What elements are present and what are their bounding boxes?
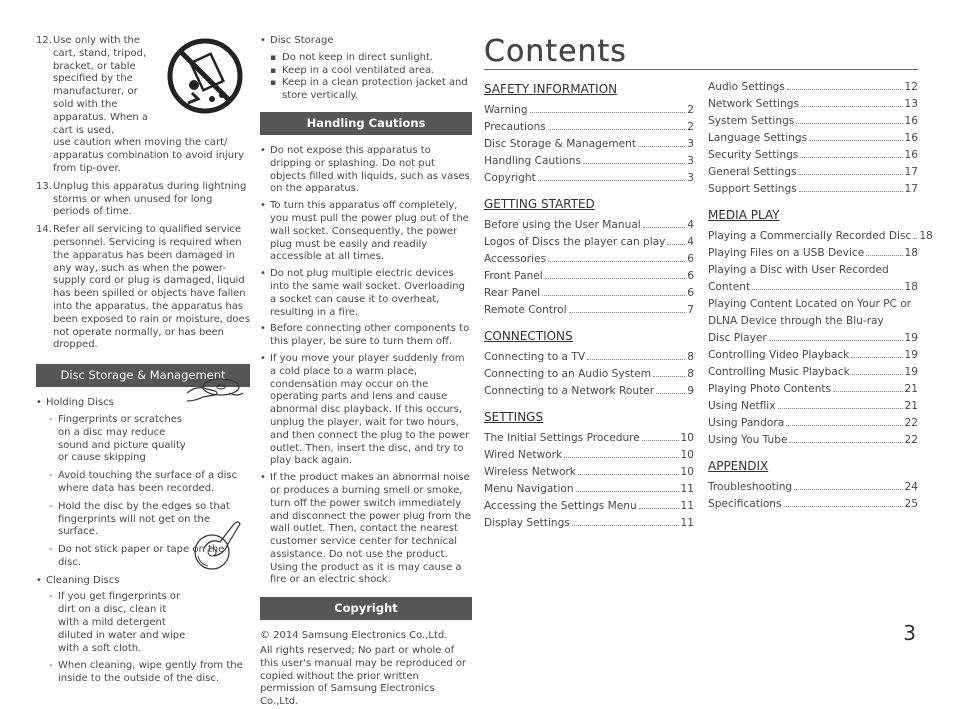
toc-entry-label: Playing a Commercially Recorded Disc (708, 230, 912, 242)
contents-title: Contents (484, 35, 918, 70)
toc-entry[interactable] (484, 251, 694, 268)
toc-leader-dots (866, 255, 902, 256)
toc-entry[interactable] (484, 430, 694, 447)
toc-entry-label: Wired Network (484, 449, 563, 461)
toc-entry-page: 22 (904, 417, 918, 429)
toc-entry[interactable] (484, 170, 694, 187)
toc-entry[interactable] (708, 279, 918, 296)
toc-entry-page: 21 (904, 400, 918, 412)
contents-column-left (484, 35, 694, 532)
toc-entry-label: Remote Control (484, 304, 567, 316)
toc-entry-label: Connecting to a Network Router (484, 385, 655, 397)
toc-entry-label: Logos of Discs the player can play (484, 236, 666, 248)
item-13 (36, 181, 250, 219)
toc-entry[interactable] (708, 113, 918, 130)
toc-entry[interactable] (708, 479, 918, 496)
holding-item: - Hold the disc by the edges so that fingerprints will not get on the surface. (36, 501, 250, 539)
toc-entry-label: Handling Cautions (484, 155, 582, 167)
toc-entry-label: Playing Files on a USB Device (708, 247, 865, 259)
toc-heading-appendix[interactable]: APPENDIX (708, 459, 769, 473)
toc-entry[interactable] (484, 366, 694, 383)
toc-entry[interactable] (708, 181, 918, 198)
storage-item: ▪ Keep in a clean protection jacket and store vertically. (260, 77, 472, 103)
toc-entry[interactable] (708, 164, 918, 181)
toc-leader-dots (852, 374, 903, 375)
toc-started-list (484, 217, 694, 319)
toc-entry-page: 18 (904, 247, 918, 259)
toc-entry[interactable] (484, 383, 694, 400)
disc-storage-bar: Disc Storage & Management (36, 364, 250, 387)
toc-entry-label: Controlling Video Playback (708, 349, 850, 361)
toc-entry-label: Display Settings (484, 517, 570, 529)
toc-entry-page: 8 (687, 351, 694, 363)
toc-leader-dots (800, 157, 902, 158)
handling-cautions-bar: Handling Cautions (260, 112, 472, 135)
toc-leader-dots (667, 244, 685, 245)
toc-leader-dots (576, 491, 679, 492)
toc-leader-dots (587, 359, 685, 360)
toc-entry-page: 19 (904, 366, 918, 378)
toc-entry[interactable] (484, 447, 694, 464)
toc-entry-page: 17 (904, 183, 918, 195)
page-number: 3 (903, 621, 916, 645)
toc-entry-label: Warning (484, 104, 528, 116)
toc-safety-list (484, 102, 694, 187)
cleaning-item: - When cleaning, wipe gently from the inside to the outside of the disc. (36, 660, 250, 686)
toc-leader-dots (578, 474, 679, 475)
toc-entry[interactable] (708, 130, 918, 147)
toc-entry[interactable] (708, 432, 918, 449)
toc-leader-dots (833, 391, 902, 392)
toc-leader-dots (542, 295, 685, 296)
toc-entry[interactable] (484, 481, 694, 498)
toc-entry-label: Using You Tube (708, 434, 788, 446)
toc-entry-label: Rear Panel (484, 287, 541, 299)
toc-leader-dots (913, 238, 917, 239)
toc-media-list (708, 228, 933, 449)
toc-entry[interactable] (708, 245, 918, 262)
toc-leader-dots (572, 525, 679, 526)
copyright-text: All rights reserved; No part or whole of this user's manual may be reproduced or copied without the prior written permission of Samsung Electronics Co.,Ltd. (260, 645, 467, 708)
toc-leader-dots (548, 129, 686, 130)
toc-entry-page: 16 (904, 149, 918, 161)
toc-leader-dots (784, 506, 903, 507)
toc-entry[interactable] (708, 96, 918, 113)
toc-leader-dots (799, 174, 903, 175)
toc-entry[interactable] (708, 79, 918, 96)
toc-entry-label: Wireless Network (484, 466, 576, 478)
toc-leader-dots (794, 489, 902, 490)
toc-entry[interactable] (708, 496, 918, 513)
toc-settings-list (484, 430, 694, 532)
toc-leader-dots (653, 376, 685, 377)
toc-entry[interactable] (484, 119, 694, 136)
toc-leader-dots (642, 440, 679, 441)
toc-entry-label: Audio Settings (708, 81, 785, 93)
handling-item: • Do not expose this apparatus to dripping or splashing. Do not put objects filled with liquids, such as vases on the apparatus. (260, 145, 472, 196)
toc-leader-dots (538, 180, 685, 181)
toc-entry-page: 10 (680, 432, 694, 444)
toc-entry-page: 19 (904, 349, 918, 361)
toc-entry-label: General Settings (708, 166, 797, 178)
toc-heading-connections[interactable]: CONNECTIONS (484, 329, 573, 343)
toc-entry-label[interactable]: Playing Content Located on Your PC or (708, 298, 912, 310)
toc-leader-dots (643, 227, 686, 228)
toc-entry-label: Copyright (484, 172, 536, 184)
toc-entry-label: Security Settings (708, 149, 799, 161)
toc-entry[interactable] (708, 347, 918, 364)
toc-entry-page: 22 (904, 434, 918, 446)
toc-entry-label: Front Panel (484, 270, 543, 282)
toc-entry[interactable] (708, 228, 933, 245)
toc-entry-page: 2 (687, 104, 694, 116)
toc-entry-label: System Settings (708, 115, 795, 127)
toc-entry[interactable] (484, 285, 694, 302)
toc-entry-label: Disc Player (708, 332, 767, 344)
toc-leader-dots (639, 508, 679, 509)
holding-item: - Fingerprints or scratches on a disc may reduce sound and picture quality or cause skipping (36, 414, 186, 465)
toc-entry-page: 25 (904, 498, 918, 510)
toc-entry-label: Content (708, 281, 751, 293)
toc-entry-page: 4 (687, 236, 694, 248)
safety-column (36, 35, 250, 691)
toc-entry-label: Troubleshooting (708, 481, 793, 493)
toc-entry[interactable] (484, 153, 694, 170)
toc-leader-dots (583, 163, 685, 164)
toc-entry-page: 9 (687, 385, 694, 397)
toc-entry-page: 6 (687, 270, 694, 282)
toc-entry-page: 21 (904, 383, 918, 395)
toc-entry-page: 24 (904, 481, 918, 493)
toc-leader-dots (569, 312, 686, 313)
toc-entry-page: 3 (687, 172, 694, 184)
toc-entry-page: 3 (687, 138, 694, 150)
copyright-bar: Copyright (260, 597, 472, 620)
toc-entry-label: Using Pandora (708, 417, 785, 429)
toc-entry-page: 11 (680, 517, 694, 529)
toc-entry[interactable] (708, 381, 918, 398)
toc-leader-dots (638, 146, 685, 147)
toc-entry[interactable] (484, 217, 694, 234)
item-number: 13. (36, 180, 52, 192)
toc-entry-page: 18 (919, 230, 933, 242)
toc-entry[interactable] (484, 136, 694, 153)
toc-entry[interactable] (708, 398, 918, 415)
toc-heading-getting-started[interactable]: GETTING STARTED (484, 197, 595, 211)
toc-entry-page: 11 (680, 500, 694, 512)
item-text-cont: use caution when moving the cart/ apparatus combination to avoid injury from tip-over. (53, 137, 245, 174)
toc-entry[interactable] (484, 102, 694, 119)
toc-entry[interactable] (484, 234, 694, 251)
toc-entry[interactable] (484, 498, 694, 515)
copyright-line: © 2014 Samsung Electronics Co.,Ltd. (260, 630, 448, 642)
toc-entry[interactable] (708, 147, 918, 164)
toc-leader-dots (530, 112, 686, 113)
holding-item: - Do not stick paper or tape on the disc. (36, 544, 250, 570)
toc-entry-label: Network Settings (708, 98, 800, 110)
toc-entry-page: 12 (904, 81, 918, 93)
toc-entry-page: 18 (904, 281, 918, 293)
toc-entry-page: 6 (687, 287, 694, 299)
toc-entry-label: The Initial Settings Procedure (484, 432, 640, 444)
toc-appendix-list (708, 479, 918, 513)
cautions-column (260, 35, 472, 709)
toc-entry[interactable] (484, 268, 694, 285)
wiping-disc-icon (190, 516, 242, 574)
toc-heading-media-play[interactable]: MEDIA PLAY (708, 208, 780, 222)
handling-item: • To turn this apparatus off completely, you must pull the power plug out of the wall socket. Consequently, the power plug must be easily and readily accessible at all times. (260, 200, 472, 264)
toc-entry-label: Support Settings (708, 183, 797, 195)
handling-item: • Before connecting other components to this player, be sure to turn them off. (260, 323, 472, 349)
toc-entry-label: Connecting to an Audio System (484, 368, 652, 380)
toc-entry-page: 19 (904, 332, 918, 344)
item-number: 14. (36, 224, 52, 236)
toc-entry-label: Language Settings (708, 132, 808, 144)
toc-entry-page: 8 (687, 368, 694, 380)
storage-item: ▪ Keep in a cool ventilated area. (260, 65, 472, 78)
toc-leader-dots (656, 393, 685, 394)
toc-entry-label: Using Netflix (708, 400, 776, 412)
toc-entry-label: Before using the User Manual (484, 219, 641, 231)
toc-entry-page: 17 (904, 166, 918, 178)
toc-entry-page: 16 (904, 132, 918, 144)
toc-leader-dots (787, 89, 903, 90)
toc-entry-page: 6 (687, 253, 694, 265)
hand-holding-disc-icon (185, 371, 245, 407)
toc-connections-list (484, 349, 694, 400)
toc-entry[interactable] (708, 364, 918, 381)
toc-leader-dots (769, 340, 903, 341)
toc-heading-safety[interactable]: SAFETY INFORMATION (484, 82, 618, 96)
disc-storage: • Disc Storage (260, 35, 472, 48)
item-text: Use only with the cart, stand, tripod, bracket, or table specified by the manufacturer, or sold with the apparatus. When a cart is used, (53, 35, 149, 136)
holding-discs: • Holding Discs (36, 397, 250, 410)
toc-leader-dots (545, 278, 686, 279)
toc-entry-label: Menu Navigation (484, 483, 574, 495)
toc-leader-dots (809, 140, 902, 141)
handling-item: • Do not plug multiple electric devices into the same wall socket. Overloading a socket can cause it to overheat, resulting in a fire. (260, 268, 472, 319)
cart-tipover-warning-icon (166, 37, 244, 115)
toc-entry-page: 10 (680, 466, 694, 478)
toc-entry-label: Accessing the Settings Menu (484, 500, 637, 512)
item-number: 12. (36, 35, 52, 46)
toc-entry-label: Connecting to a TV (484, 351, 586, 363)
toc-settings-cont-list (708, 79, 918, 198)
item-text: Refer all servicing to qualified service personnel. Servicing is required when the apparatus has been damaged in any way, such as when the power-supply cord or plug is damaged, liquid has been spilled or objects have fallen into the apparatus, the apparatus has been exposed to rain or moisture, does not operate normally, or has been dropped. (53, 224, 250, 351)
toc-entry-label: Disc Storage & Management (484, 138, 637, 150)
toc-entry-label: Precautions (484, 121, 546, 133)
toc-entry[interactable] (708, 330, 918, 347)
toc-entry-page: 2 (687, 121, 694, 133)
contents-column-right (708, 79, 933, 513)
cleaning-item: - If you get fingerprints or dirt on a disc, clean it with a mild detergent diluted in water and wipe with a soft cloth. (36, 591, 186, 655)
toc-leader-dots (778, 408, 903, 409)
toc-entry-page: 13 (904, 98, 918, 110)
storage-item: ▪ Do not keep in direct sunlight. (260, 52, 472, 65)
handling-item: • If the product makes an abnormal noise or produces a burning smell or smoke, turn off the power switch immediately and disconnect the power plug from the wall outlet. Then, contact the nearest customer service center for technical assistance. Do not use the product. Using the product as it is may cause a fire or an electric shock. (260, 472, 472, 587)
toc-entry[interactable] (484, 464, 694, 481)
toc-entry-page: 16 (904, 115, 918, 127)
toc-leader-dots (752, 289, 902, 290)
toc-entry[interactable] (484, 302, 694, 319)
toc-entry[interactable] (484, 349, 694, 366)
handling-item: • If you move your player suddenly from a cold place to a warm place, condensation may occur on the operating parts and lens and cause abnormal disc playback. If this occurs, unplug the player, wait for two hours, and then connect the plug to the power outlet. Then, insert the disc, and try to play back again. (260, 353, 472, 468)
toc-heading-settings[interactable]: SETTINGS (484, 410, 544, 424)
toc-entry-page: 11 (680, 483, 694, 495)
holding-item: - Avoid touching the surface of a disc where data has been recorded. (36, 470, 250, 496)
toc-leader-dots (548, 261, 685, 262)
item-text: Unplug this apparatus during lightning storms or when unused for long periods of time. (53, 180, 247, 218)
toc-entry-label: Controlling Music Playback (708, 366, 850, 378)
toc-entry-label[interactable]: Playing a Disc with User Recorded (708, 264, 889, 276)
toc-leader-dots (799, 191, 903, 192)
toc-entry[interactable] (708, 415, 918, 432)
toc-leader-dots (796, 123, 902, 124)
toc-leader-dots (786, 425, 902, 426)
toc-leader-dots (801, 106, 902, 107)
toc-entry-page: 10 (680, 449, 694, 461)
toc-entry-page: 7 (687, 304, 694, 316)
toc-entry[interactable] (484, 515, 694, 532)
toc-leader-dots (789, 442, 902, 443)
toc-entry-label: Playing Photo Contents (708, 383, 832, 395)
toc-entry-label: Specifications (708, 498, 782, 510)
toc-entry-page: 4 (687, 219, 694, 231)
toc-leader-dots (564, 457, 678, 458)
toc-entry-label: Accessories (484, 253, 547, 265)
item-14 (36, 224, 250, 352)
toc-leader-dots (851, 357, 902, 358)
cleaning-discs: • Cleaning Discs (36, 575, 250, 588)
toc-entry-label[interactable]: DLNA Device through the Blu-ray (708, 315, 884, 327)
toc-entry-page: 3 (687, 155, 694, 167)
